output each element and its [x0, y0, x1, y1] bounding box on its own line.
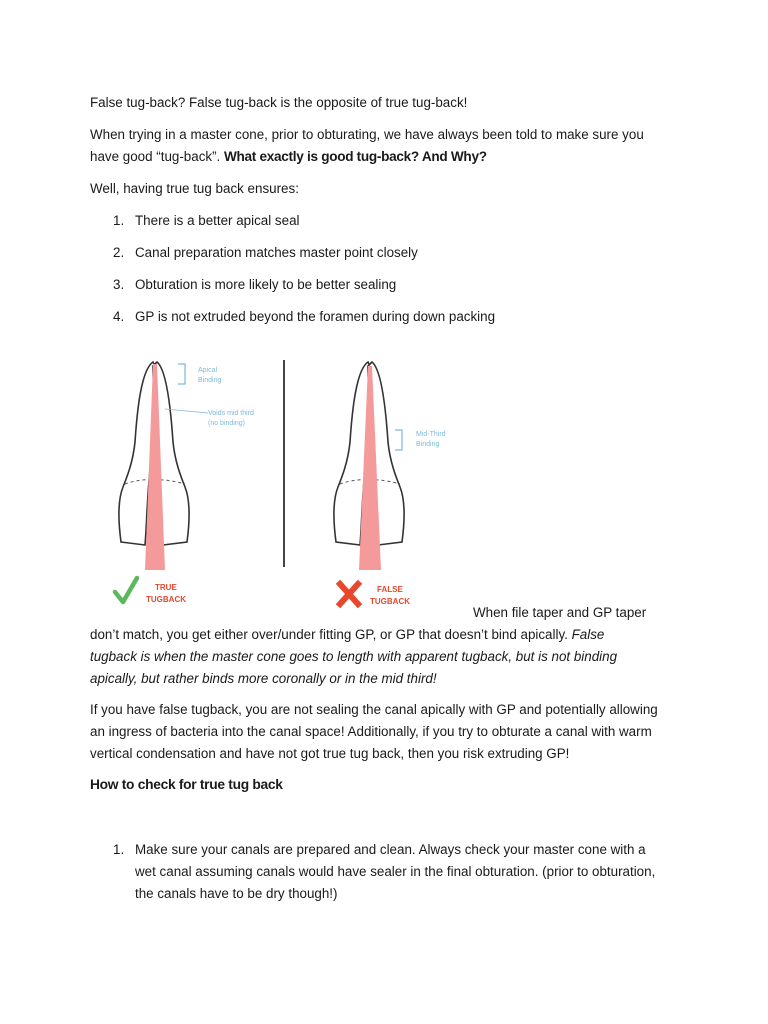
bold-question: What exactly is good tug-back? And Why? [224, 149, 487, 164]
paragraph-line: When trying in a master cone, prior to obturating, we have always been told to make sure you [90, 127, 644, 142]
list-item [113, 277, 396, 292]
paragraph-line [90, 649, 617, 664]
paragraph-line [90, 149, 487, 164]
tugback-figure [105, 352, 455, 617]
list-item [113, 842, 646, 857]
paragraph-line [90, 671, 437, 686]
list-text: There is a better apical seal [135, 213, 300, 228]
paragraph-text: don’t match, you get either over/under fitting GP, or GP that doesn’t bind apically. [90, 627, 572, 642]
list-text-continued: the canals have to be dry though!) [135, 886, 338, 901]
intro-line: False tug-back? False tug-back is the opposite of true tug-back! [90, 95, 468, 110]
list-item [113, 309, 495, 324]
label-voids: Voids mid third [208, 410, 254, 417]
label-no-binding: (no binding) [208, 420, 245, 427]
label-binding: Binding [198, 377, 222, 384]
cross-icon [340, 584, 358, 604]
label-binding: Binding [416, 441, 440, 448]
list-number: 1. [113, 213, 125, 228]
list-text: Make sure your canals are prepared and clean. Always check your master cone with a [135, 842, 646, 857]
list-text: GP is not extruded beyond the foramen during down packing [135, 309, 496, 324]
section-heading: How to check for true tug back [90, 777, 283, 792]
false-caption-line1: FALSE [377, 585, 403, 594]
italic-text: apically, but rather binds more coronally or in the mid third! [90, 671, 437, 686]
paragraph-line: vertical condensation and have not got true tug back, then you risk extruding GP! [90, 746, 570, 761]
label-mid-third: Mid-Third [416, 431, 446, 438]
paragraph-line: If you have false tugback, you are not sealing the canal apically with GP and potentially allowing [90, 702, 658, 717]
paragraph-line [90, 627, 604, 642]
label-apical: Apical [198, 367, 218, 374]
italic-text: tugback is when the master cone goes to length with apparent tugback, but is not binding [90, 649, 618, 664]
paragraph-line: When file taper and GP taper [473, 605, 647, 620]
list-text: Canal preparation matches master point closely [135, 245, 418, 260]
true-tugback-tooth [115, 362, 254, 604]
true-caption-line2: TUGBACK [146, 595, 186, 604]
list-number: 4. [113, 309, 125, 324]
false-caption-line2: TUGBACK [370, 597, 410, 606]
paragraph-line: Well, having true tug back ensures: [90, 181, 299, 196]
list-item [113, 213, 300, 228]
list-text: Obturation is more likely to be better sealing [135, 277, 397, 292]
true-caption-line1: TRUE [155, 583, 177, 592]
list-number: 1. [113, 842, 125, 857]
list-item [113, 245, 418, 260]
list-text-continued: wet canal assuming canals would have sealer in the final obturation. (prior to obturation, [135, 864, 656, 879]
list-number: 3. [113, 277, 125, 292]
italic-text: False [571, 627, 605, 642]
paragraph-line: an ingress of bacteria into the canal space! Additionally, if you try to obturate a canal with warm [90, 724, 652, 739]
false-tugback-tooth [334, 362, 446, 606]
list-number: 2. [113, 245, 125, 260]
paragraph-text: have good “tug-back”. [90, 149, 224, 164]
check-icon [115, 578, 137, 602]
